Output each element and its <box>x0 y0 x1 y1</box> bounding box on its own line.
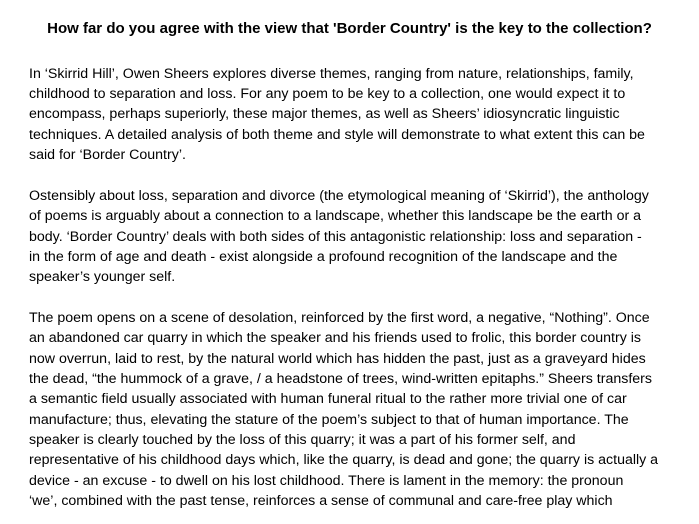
text-line: an abandoned car quarry in which the speaker and his friends used to frolic, this border country is <box>29 330 641 346</box>
text-line: childhood to separation and loss. For any poem to be key to a collection, one would expect it to <box>29 86 626 102</box>
text-line: now overrun, laid to rest, by the natural world which has hidden the past, just as a graveyard hides <box>29 351 646 367</box>
text-line: techniques. A detailed analysis of both theme and style will demonstrate to what extent this can be <box>29 127 645 143</box>
text-line: speaker is clearly touched by the loss of this quarry; it was a part of his former self, and <box>29 432 576 448</box>
text-line: encompass, perhaps superiorly, these major themes, as well as Sheers’ idiosyncratic linguistic <box>29 106 620 122</box>
text-line: In ‘Skirrid Hill’, Owen Sheers explores diverse themes, ranging from nature, relationships, family, <box>29 66 634 82</box>
text-line: manufacture; thus, elevating the stature of the poem’s subject to that of human importance. The <box>29 412 629 428</box>
text-line: in the form of age and death - exist alongside a profound recognition of the landscape and the <box>29 249 618 265</box>
text-line: Ostensibly about loss, separation and divorce (the etymological meaning of ‘Skirrid’), the anthology <box>29 188 649 204</box>
text-line: the dead, “the hummock of a grave, / a headstone of trees, wind-written epitaphs.” Sheers transfers <box>29 371 653 387</box>
essay-title: How far do you agree with the view that 'Border Country' is the key to the collection? <box>47 20 652 37</box>
text-line: a semantic field usually associated with human funeral ritual to the rather more trivial one of car <box>29 391 627 407</box>
text-line: ‘we’, combined with the past tense, reinforces a sense of communal and care-free play which <box>29 493 613 509</box>
text-line: speaker’s younger self. <box>29 269 176 285</box>
text-line: representative of his childhood days which, like the quarry, is dead and gone; the quarry is actually a <box>29 452 659 468</box>
text-line: said for ‘Border Country’. <box>29 147 186 163</box>
text-line: of poems is arguably about a connection to a landscape, whether this landscape be the earth or a <box>29 208 642 224</box>
text-line: device - an excuse - to dwell on his lost childhood. There is lament in the memory: the pronoun <box>29 473 624 489</box>
text-line: The poem opens on a scene of desolation, reinforced by the first word, a negative, “Nothing”. Once <box>29 310 650 326</box>
text-line: body. ‘Border Country’ deals with both sides of this antagonistic relationship: loss and separation - <box>29 229 642 245</box>
